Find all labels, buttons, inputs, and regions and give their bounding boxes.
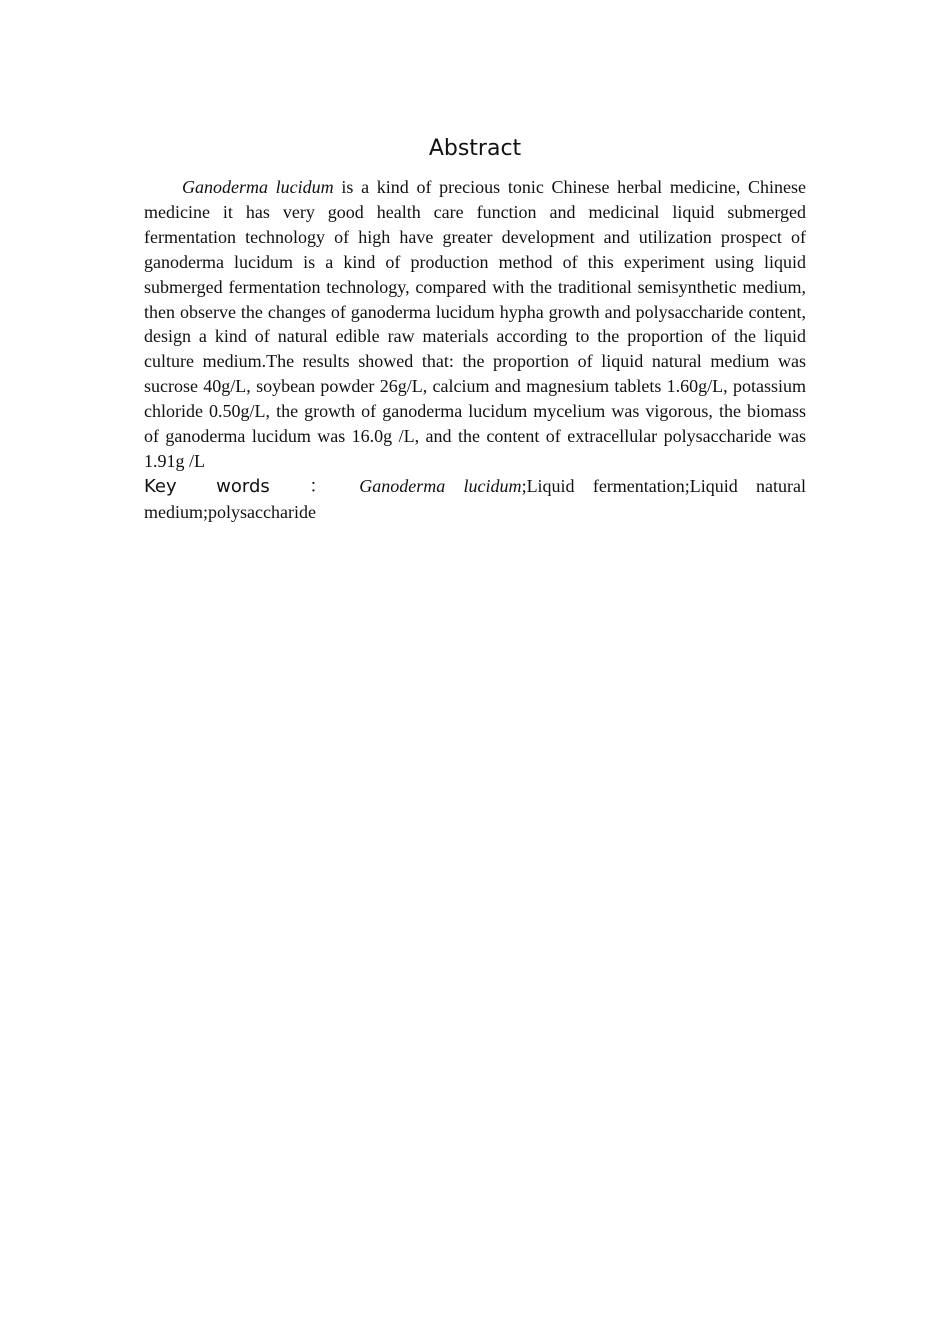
- keywords-species-name: Ganoderma lucidum: [359, 475, 522, 496]
- keywords-label: Key words ：: [144, 475, 342, 497]
- abstract-paragraph: [144, 175, 806, 474]
- abstract-title: Abstract: [428, 136, 522, 161]
- abstract-body-text: is a kind of precious tonic Chinese herbal medicine, Chinese medicine it has very good health care function and medicinal liquid submerged fermentation technology of high have greater development and utilization prospect of ganoderma lucidum is a kind of production method of this experiment using liquid submerged fermentation technology, compared with the traditional semisynthetic medium, then observe the changes of ganoderma lucidum hypha growth and polysaccharide content, design a kind of natural edible raw materials according to the proportion of the liquid culture medium.The results showed that: the proportion of liquid natural medium was sucrose 40g/L, soybean powder 26g/L, calcium and magnesium tablets 1.60g/L, potassium chloride 0.50g/L, the growth of ganoderma lucidum mycelium was vigorous, the biomass of ganoderma lucidum was 16.0g /L, and the content of extracellular polysaccharide was 1.91g /L: [144, 177, 807, 471]
- abstract-section: [144, 133, 806, 525]
- abstract-species-name: Ganoderma lucidum: [182, 177, 334, 197]
- keywords-paragraph: [144, 474, 806, 525]
- keywords-list: ;Liquid fermentation;Liquid natural medium;polysaccharide: [144, 475, 807, 522]
